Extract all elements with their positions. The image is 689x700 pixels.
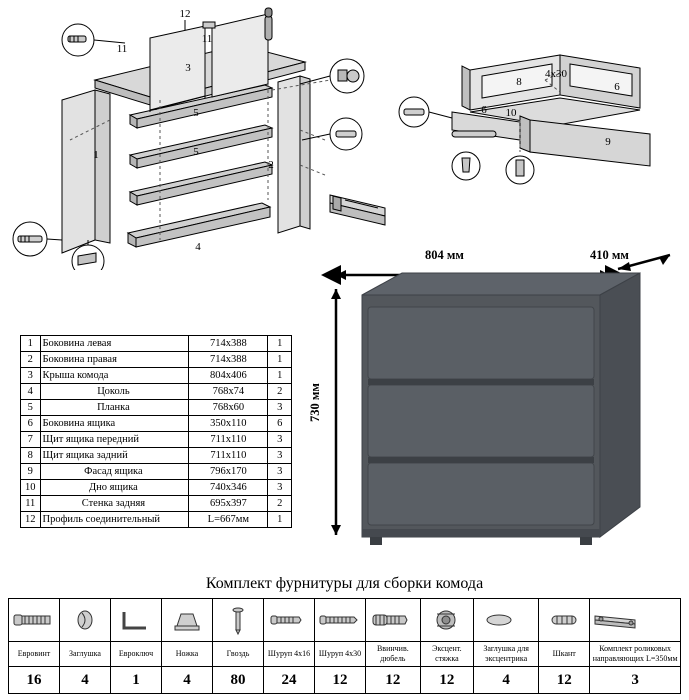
- table-row: [21, 512, 292, 528]
- hardware-item-qty: 3: [590, 667, 681, 694]
- assembly-diagram-area: [0, 0, 689, 270]
- part-name: Крыша комода: [40, 368, 189, 384]
- hardware-item-qty: 12: [315, 667, 366, 694]
- callout-3: 3: [185, 62, 191, 74]
- callout-1: 1: [93, 149, 99, 161]
- callout-4x30: 4х30: [545, 68, 567, 80]
- table-row: [21, 368, 292, 384]
- table-row: [21, 400, 292, 416]
- cam-lock-icon: [420, 599, 473, 642]
- hardware-item-name: Комплект роликовых направляющих L=350мм: [590, 642, 681, 667]
- assembly-svg: [0, 0, 689, 270]
- part-qty: 6: [268, 416, 292, 432]
- part-name: Щит ящика задний: [40, 448, 189, 464]
- hardware-item-name: Шуруп 4х30: [315, 642, 366, 667]
- part-qty: 3: [268, 448, 292, 464]
- hardware-item-qty: 80: [213, 667, 264, 694]
- table-row: [21, 464, 292, 480]
- callout-10: 10: [505, 107, 517, 119]
- foot-icon: [162, 599, 213, 642]
- part-qty: 3: [268, 480, 292, 496]
- part-qty: 1: [268, 512, 292, 528]
- callout-4: 4: [195, 241, 201, 253]
- part-qty: 1: [268, 336, 292, 352]
- part-qty: 2: [268, 384, 292, 400]
- dowel-screw-icon: [366, 599, 421, 642]
- part-number: 4: [21, 384, 41, 400]
- hardware-icon-row: [9, 599, 681, 642]
- callout-6-left: 6: [481, 104, 487, 116]
- table-row: [21, 416, 292, 432]
- part-qty: 3: [268, 432, 292, 448]
- callout-5-b: 5: [193, 146, 199, 158]
- part-qty: 2: [268, 496, 292, 512]
- hardware-item-name: Евровинт: [9, 642, 60, 667]
- part-size: 768х60: [189, 400, 268, 416]
- part-size: 740х346: [189, 480, 268, 496]
- drawer-slide-icon: [590, 599, 681, 642]
- callout-12: 12: [179, 8, 191, 20]
- part-size: 796х170: [189, 464, 268, 480]
- part-number: 6: [21, 416, 41, 432]
- cap-icon: [60, 599, 111, 642]
- part-size: L=667мм: [189, 512, 268, 528]
- hardware-item-qty: 24: [264, 667, 315, 694]
- dimension-width-label: 804 мм: [425, 248, 464, 262]
- dimension-height-label: 730 мм: [307, 383, 322, 422]
- dresser-render: [300, 245, 680, 565]
- hardware-kit-title: Комплект фурнитуры для сборки комода: [205, 575, 484, 592]
- part-size: 350х110: [189, 416, 268, 432]
- table-row: [21, 384, 292, 400]
- hardware-table: [8, 598, 681, 694]
- part-name: Боковина правая: [40, 352, 189, 368]
- parts-table: [20, 335, 292, 528]
- euro-screw-icon: [9, 599, 60, 642]
- part-size: 695х397: [189, 496, 268, 512]
- part-size: 714х388: [189, 336, 268, 352]
- hardware-item-name: Гвоздь: [213, 642, 264, 667]
- screw-4x16-icon: [264, 599, 315, 642]
- part-number: 11: [21, 496, 41, 512]
- hardware-item-qty: 12: [366, 667, 421, 694]
- hardware-item-name: Эксцент. стяжка: [420, 642, 473, 667]
- callout-5-a: 5: [193, 107, 199, 119]
- callout-8: 8: [516, 76, 522, 88]
- part-qty: 1: [268, 352, 292, 368]
- hardware-item-name: Ввинчив. дюбель: [366, 642, 421, 667]
- part-number: 2: [21, 352, 41, 368]
- hardware-qty-row: [9, 667, 681, 694]
- hardware-item-name: Заглушка: [60, 642, 111, 667]
- part-number: 5: [21, 400, 41, 416]
- callout-6-right: 6: [614, 81, 620, 93]
- dimension-depth-label: 410 мм: [590, 248, 629, 262]
- hardware-item-qty: 16: [9, 667, 60, 694]
- screw-4x30-icon: [315, 599, 366, 642]
- part-size: 768х74: [189, 384, 268, 400]
- table-row: [21, 480, 292, 496]
- part-number: 10: [21, 480, 41, 496]
- part-name: Щит ящика передний: [40, 432, 189, 448]
- nail-icon: [213, 599, 264, 642]
- part-qty: 3: [268, 464, 292, 480]
- part-number: 3: [21, 368, 41, 384]
- part-name: Стенка задняя: [40, 496, 189, 512]
- hardware-item-name: Шуруп 4х16: [264, 642, 315, 667]
- part-size: 804х406: [189, 368, 268, 384]
- hardware-item-name: Евроключ: [111, 642, 162, 667]
- part-size: 711х110: [189, 432, 268, 448]
- wood-dowel-icon: [539, 599, 590, 642]
- callout-9: 9: [605, 136, 611, 148]
- hex-key-icon: [111, 599, 162, 642]
- table-row: [21, 448, 292, 464]
- part-number: 8: [21, 448, 41, 464]
- table-row: [21, 352, 292, 368]
- table-row: [21, 432, 292, 448]
- hardware-name-row: [9, 642, 681, 667]
- cam-cap-icon: [474, 599, 539, 642]
- hardware-item-name: Шкант: [539, 642, 590, 667]
- part-number: 1: [21, 336, 41, 352]
- part-number: 9: [21, 464, 41, 480]
- callout-11-right: 11: [201, 33, 213, 45]
- callout-11-left: 11: [116, 43, 128, 55]
- hardware-item-qty: 4: [60, 667, 111, 694]
- table-row: [21, 496, 292, 512]
- part-qty: 1: [268, 368, 292, 384]
- hardware-item-qty: 4: [162, 667, 213, 694]
- part-name: Фасад ящика: [40, 464, 189, 480]
- callout-2: 2: [268, 159, 274, 171]
- part-qty: 3: [268, 400, 292, 416]
- hardware-item-qty: 1: [111, 667, 162, 694]
- table-row: [21, 336, 292, 352]
- part-name: Цоколь: [40, 384, 189, 400]
- hardware-item-qty: 12: [420, 667, 473, 694]
- hardware-item-qty: 12: [539, 667, 590, 694]
- part-name: Боковина ящика: [40, 416, 189, 432]
- part-number: 12: [21, 512, 41, 528]
- part-size: 711х110: [189, 448, 268, 464]
- part-name: Планка: [40, 400, 189, 416]
- dresser-svg: [300, 245, 680, 565]
- part-name: Профиль соединительный: [40, 512, 189, 528]
- hardware-item-name: Заглушка для эксцентрика: [474, 642, 539, 667]
- part-name: Дно ящика: [40, 480, 189, 496]
- hardware-item-qty: 4: [474, 667, 539, 694]
- part-size: 714х388: [189, 352, 268, 368]
- part-number: 7: [21, 432, 41, 448]
- part-name: Боковина левая: [40, 336, 189, 352]
- hardware-item-name: Ножка: [162, 642, 213, 667]
